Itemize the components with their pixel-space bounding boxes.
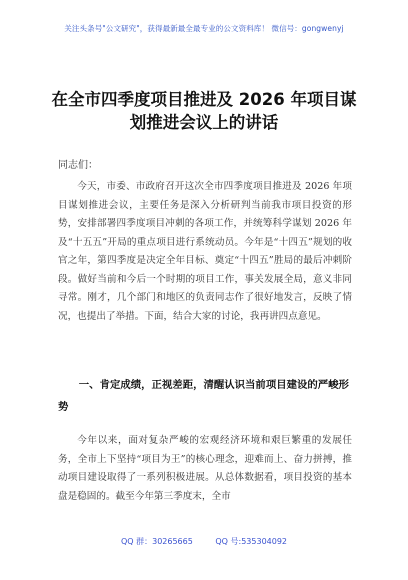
footer-qq-group: QQ 群：30265665 xyxy=(120,537,193,546)
footer-qq-number: QQ 号:535304092 xyxy=(215,537,288,546)
section-heading-1: 一、肯定成绩，正视差距，清醒认识当前项目建设的严峻形势 xyxy=(58,379,349,413)
paragraph-intro: 今天，市委、市政府召开这次全市四季度项目推进及 2026 年项目谋划推进会议，主要任务是深入分析研判当前我市项目投资的形势，安排部署四季度项目冲刺的各项工作，并统筹科学谋划 2026 年及“十五五”开局的重点项目进行系统动员。今年是“十四五”规划的收官之年，第四季度是决定全年目标、奠定“十四五”胜局的最后冲刺阶段。做好当前和今后一个时期的项目工作，事关发展全局，意义非同寻常。刚才，几个部门和地区的负责同志作了很好地发言，反映了情况，也提出了举措。下面，结合大家的讨论，我再讲四点意见。 xyxy=(58,181,352,322)
footer-contact xyxy=(0,536,408,547)
header-notice: 关注头条号"公文研究"，获得最新最全最专业的公文资料库！ 微信号：gongwenyj xyxy=(64,24,344,33)
document-title: 在全市四季度项目推进及 2026 年项目谋划推进会议上的讲话 xyxy=(51,90,357,132)
paragraph-section-1: 今年以来，面对复杂严峻的宏观经济环境和艰巨繁重的发展任务，全市上下坚持“项目为王”的核心理念，迎难而上、奋力拼搏，推动项目建设取得了一系列积极进展。从总体数据看，项目投资的基本盘是稳固的。截至今年第三季度末，全市 xyxy=(58,435,352,502)
salutation: 同志们： xyxy=(58,160,98,171)
